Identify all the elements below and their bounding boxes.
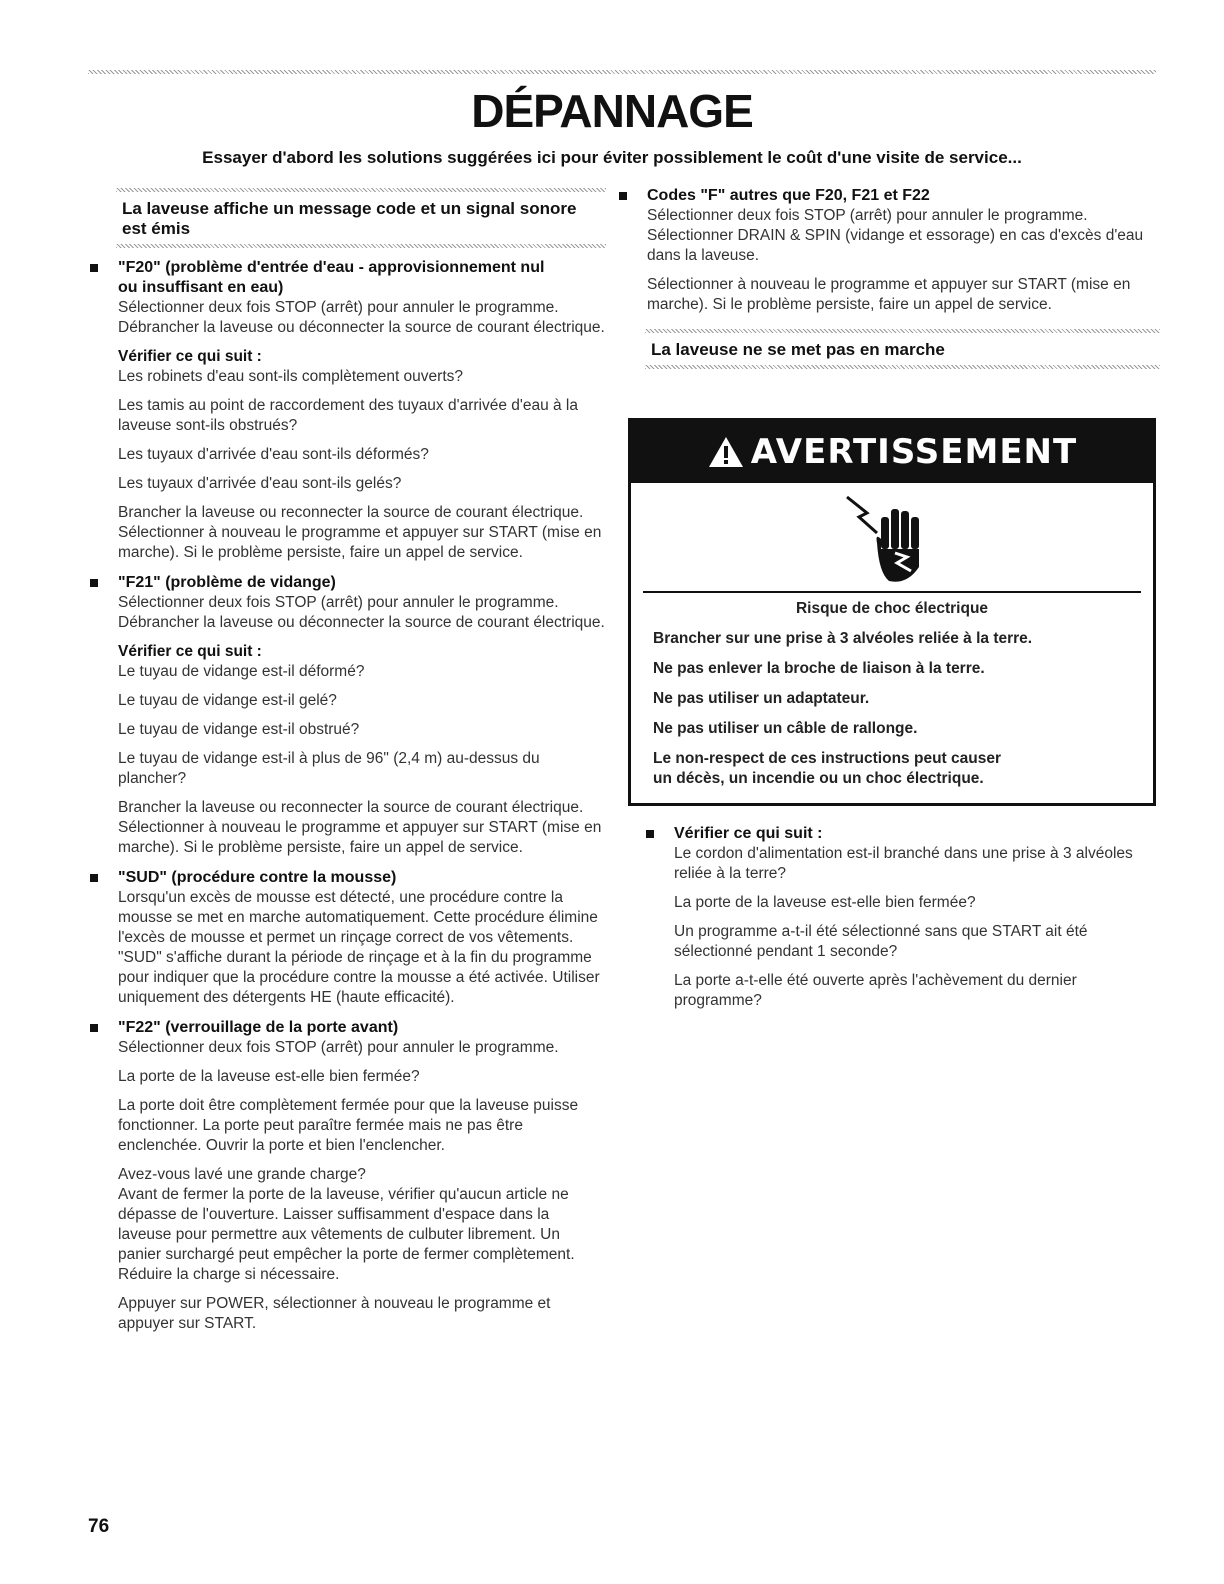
item-title: "F22" (verrouillage de la porte avant): [118, 1019, 399, 1036]
item-paragraph-title: Avez-vous lavé une grande charge?: [118, 1166, 366, 1183]
item-title: Vérifier ce qui suit :: [674, 825, 823, 842]
item-f21: [116, 573, 606, 858]
warning-text: [631, 593, 1153, 789]
item-body: Sélectionner deux fois STOP (arrêt) pour annuler le programme. Sélectionner DRAIN & SPIN (vidange et essorage) en cas d'excès d'eau dans la laveuse.: [647, 207, 1144, 264]
check-item: Le tuyau de vidange est-il obstrué?: [118, 721, 360, 738]
item-body: Sélectionner deux fois STOP (arrêt) pour annuler le programme. Débrancher la laveuse ou déconnecter la source de courant électrique.: [118, 299, 605, 336]
item-f22: [116, 1018, 606, 1334]
warning-line: Brancher sur une prise à 3 alvéoles reliée à la terre.: [653, 630, 1033, 647]
bullet-icon: [90, 264, 98, 272]
warning-line: Le non-respect de ces instructions peut causer: [653, 750, 1001, 767]
item-check: [672, 824, 1160, 1011]
bullet-icon: [90, 579, 98, 587]
bullet-icon: [646, 830, 654, 838]
section-rule: [645, 365, 1160, 369]
warning-line: un décès, un incendie ou un choc électrique.: [653, 770, 984, 787]
check-item: Les tamis au point de raccordement des tuyaux d'arrivée d'eau à la laveuse sont-ils obstrués?: [118, 397, 578, 434]
check-item: Brancher la laveuse ou reconnecter la source de courant électrique. Sélectionner à nouveau le programme et appuyer sur START (mise en marche). Si le problème persiste, faire un appel de service.: [118, 799, 602, 856]
item-paragraph: La porte doit être complètement fermée pour que la laveuse puisse fonctionner. La porte peut paraître fermée mais ne pas être enclenchée. Ouvrir la porte et bien l'enclencher.: [118, 1097, 579, 1154]
item-paragraph: Sélectionner à nouveau le programme et appuyer sur START (mise en marche). Si le problème persiste, faire un appel de service.: [647, 276, 1131, 313]
warning-title: AVERTISSEMENT: [750, 432, 1078, 472]
warning-header: [631, 421, 1153, 483]
item-paragraph: Avant de fermer la porte de la laveuse, vérifier qu'aucun article ne dépasse de l'ouverture. Laisser suffisamment d'espace dans la laveuse pour permettre aux vêtements de culbuter librement. Un panier surchargé peut empêcher la porte de fermer complètement. Réduire la charge si nécessaire.: [118, 1186, 575, 1283]
section-rule: [116, 244, 606, 248]
warning-triangle-icon: [707, 435, 745, 469]
item-body: Sélectionner deux fois STOP (arrêt) pour annuler le programme.: [118, 1039, 559, 1056]
item-f20: [116, 258, 606, 563]
page-number: 76: [88, 1516, 110, 1537]
warning-line: Ne pas utiliser un câble de rallonge.: [653, 720, 918, 737]
item-title: "F20" (problème d'entrée d'eau - approvisionnement nul: [118, 259, 545, 276]
warning-line: Ne pas utiliser un adaptateur.: [653, 690, 870, 707]
item-title: "SUD" (procédure contre la mousse): [118, 869, 397, 886]
bullet-icon: [90, 1024, 98, 1032]
check-item: Le tuyau de vidange est-il gelé?: [118, 692, 337, 709]
check-item: Le cordon d'alimentation est-il branché dans une prise à 3 alvéoles reliée à la terre?: [674, 845, 1133, 882]
item-body: Sélectionner deux fois STOP (arrêt) pour annuler le programme. Débrancher la laveuse ou déconnecter la source de courant électrique.: [118, 594, 605, 631]
section-heading-no-start: La laveuse ne se met pas en marche: [651, 340, 945, 359]
page-title: DÉPANNAGE: [471, 85, 753, 137]
check-item: Brancher la laveuse ou reconnecter la source de courant électrique. Sélectionner à nouveau le programme et appuyer sur START (mise en marche). Si le problème persiste, faire un appel de service.: [118, 504, 602, 561]
item-other-codes: [645, 186, 1160, 315]
warning-line: Ne pas enlever la broche de liaison à la terre.: [653, 660, 985, 677]
check-label: Vérifier ce qui suit :: [118, 643, 262, 660]
check-item: Les tuyaux d'arrivée d'eau sont-ils déformés?: [118, 446, 429, 463]
bullet-icon: [90, 874, 98, 882]
check-label: Vérifier ce qui suit :: [118, 348, 262, 365]
item-paragraph: La porte de la laveuse est-elle bien fermée?: [118, 1068, 420, 1085]
item-paragraph: Appuyer sur POWER, sélectionner à nouveau le programme et appuyer sur START.: [118, 1295, 551, 1332]
check-item: Les robinets d'eau sont-ils complètement ouverts?: [118, 368, 464, 385]
icon-area: [643, 483, 1141, 593]
left-column: [116, 188, 606, 1343]
check-item: La porte a-t-elle été ouverte après l'achèvement du dernier programme?: [674, 972, 1077, 1009]
item-title: ou insuffisant en eau): [118, 279, 284, 296]
section-heading-code-message: La laveuse affiche un message code et un signal sonore est émis: [122, 199, 577, 238]
check-item: Le tuyau de vidange est-il à plus de 96" (2,4 m) au-dessus du plancher?: [118, 750, 540, 787]
check-item: La porte de la laveuse est-elle bien fermée?: [674, 894, 976, 911]
check-item: Les tuyaux d'arrivée d'eau sont-ils gelés?: [118, 475, 402, 492]
item-sud: [116, 868, 606, 1008]
check-item: Un programme a-t-il été sélectionné sans que START ait été sélectionné pendant 1 seconde?: [674, 923, 1088, 960]
electric-shock-hand-icon: [837, 487, 947, 587]
right-column: [645, 186, 1160, 369]
item-body: Lorsqu'un excès de mousse est détecté, une procédure contre la mousse se met en marche automatiquement. Cette procédure élimine l'excès de mousse et permet un rinçage correct de vos vêtements. "SUD" s'affiche durant la période de rinçage et à la fin du programme pour indiquer que la procédure contre la mousse a été activée. Utiliser uniquement des détergents HE (haute efficacité).: [118, 889, 600, 1006]
item-title: "F21" (problème de vidange): [118, 574, 336, 591]
no-start-checks: [672, 824, 1160, 1020]
top-rule: [88, 70, 1156, 74]
check-item: Le tuyau de vidange est-il déformé?: [118, 663, 365, 680]
bullet-icon: [619, 192, 627, 200]
page-subtitle: Essayer d'abord les solutions suggérées ici pour éviter possiblement le coût d'une visite de service...: [202, 148, 1022, 167]
warning-box: [628, 418, 1156, 806]
item-title: Codes "F" autres que F20, F21 et F22: [647, 187, 930, 204]
warning-risk: Risque de choc électrique: [795, 600, 989, 617]
